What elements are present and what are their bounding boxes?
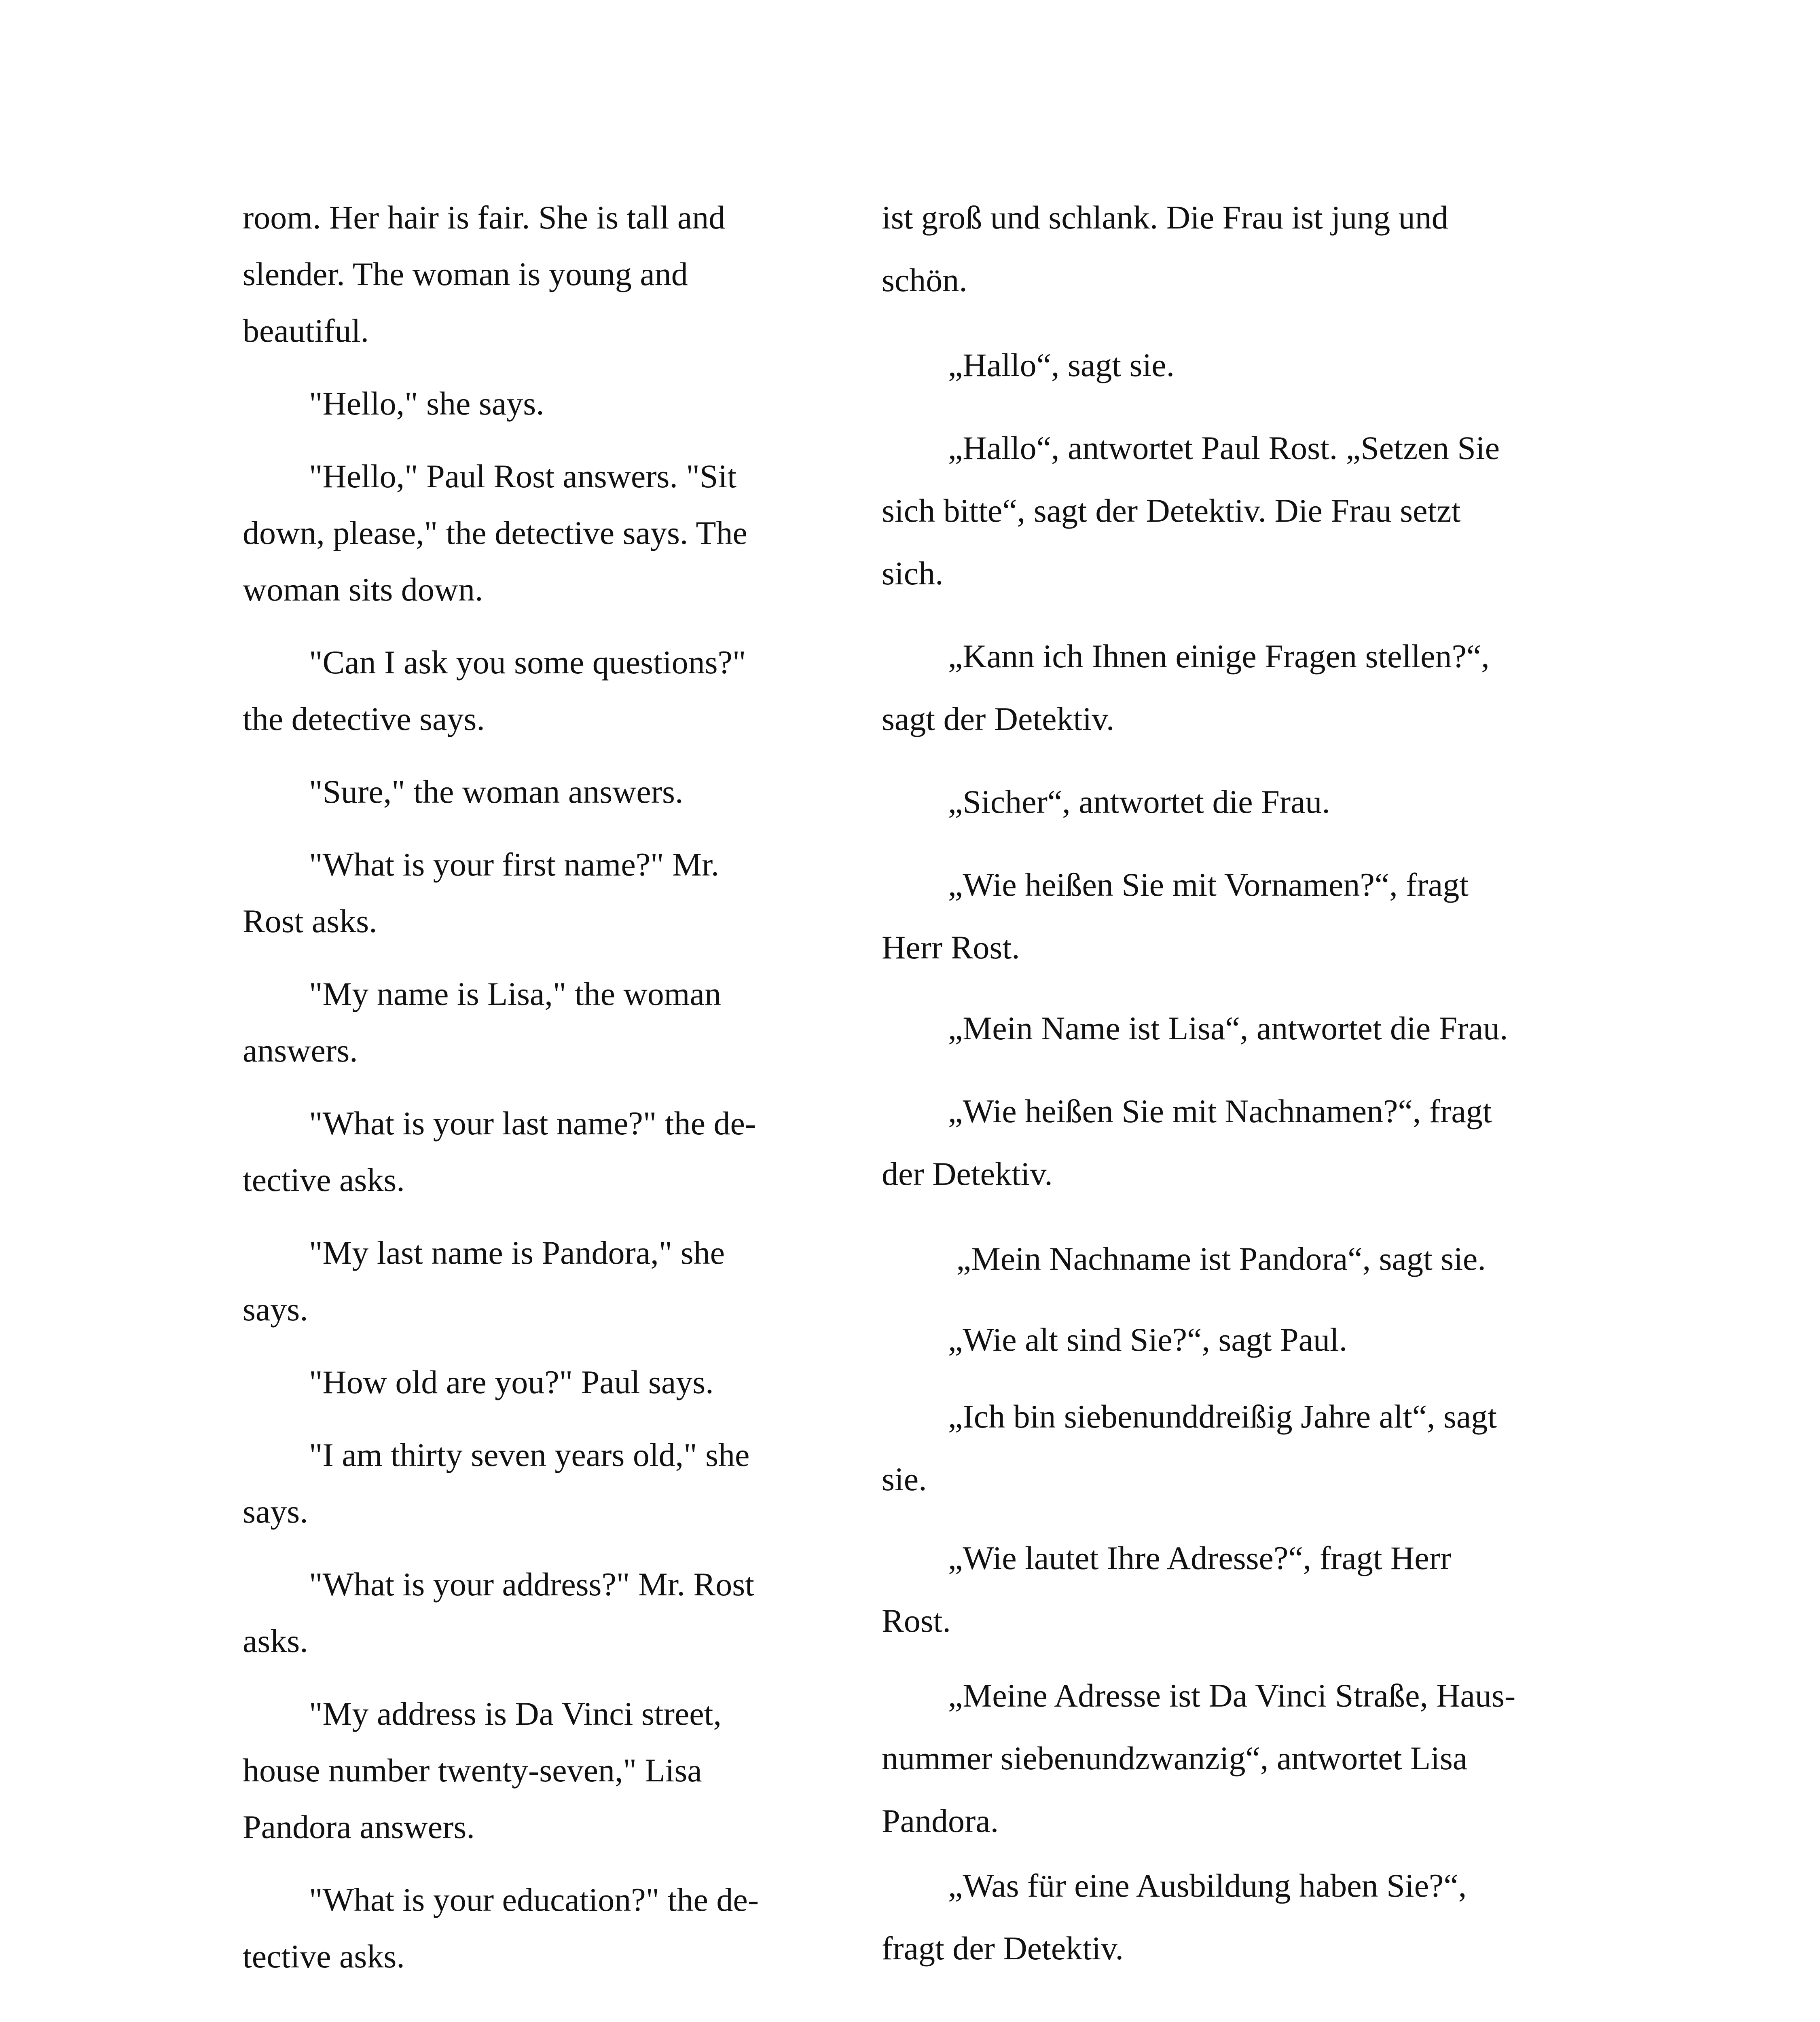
- german-paragraph: „Sicher“, antwortet die Frau.: [882, 783, 1330, 820]
- german-paragraph: ist groß und schlank. Die Frau ist jung und schön.: [882, 199, 1448, 298]
- english-paragraph: "My last name is Pandora," she says.: [243, 1234, 725, 1328]
- german-paragraph: „Kann ich Ihnen einige Fragen stellen?“, sagt der Detektiv.: [882, 638, 1490, 737]
- german-paragraph: „Wie heißen Sie mit Vornamen?“, fragt Herr Rost.: [882, 866, 1469, 966]
- english-paragraph: "I am thirty seven years old," she says.: [243, 1436, 750, 1530]
- german-paragraph: „Wie alt sind Sie?“, sagt Paul.: [882, 1321, 1348, 1358]
- english-paragraph: room. Her hair is fair. She is tall and slender. The woman is young and beautiful.: [243, 199, 726, 349]
- english-paragraph: "My name is Lisa," the woman answers.: [243, 975, 721, 1069]
- german-paragraph: „Mein Name ist Lisa“, antwortet die Frau.: [882, 1010, 1508, 1047]
- german-paragraph: „Mein Nachname ist Pandora“, sagt sie.: [882, 1240, 1486, 1277]
- english-paragraph: "My address is Da Vinci street, house number twenty-seven," Lisa Pandora answers.: [243, 1695, 722, 1845]
- english-paragraph: "What is your address?" Mr. Rost asks.: [243, 1566, 754, 1659]
- german-paragraph: „Ich bin siebenunddreißig Jahre alt“, sagt sie.: [882, 1398, 1497, 1497]
- english-paragraph: "What is your last name?" the de- tective asks.: [243, 1105, 756, 1198]
- german-paragraph: „Hallo“, antwortet Paul Rost. „Setzen Sie sich bitte“, sagt der Detektiv. Die Frau setzt sich.: [882, 429, 1500, 592]
- english-paragraph: "Can I ask you some questions?" the detective says.: [243, 644, 746, 737]
- german-paragraph: „Wie lautet Ihre Adresse?“, fragt Herr Rost.: [882, 1540, 1452, 1639]
- english-paragraph: "What is your first name?" Mr. Rost asks.: [243, 846, 720, 939]
- english-paragraph: "Hello," she says.: [243, 385, 544, 422]
- german-paragraph: „Hallo“, sagt sie.: [882, 347, 1175, 383]
- german-paragraph: „Wie heißen Sie mit Nachnamen?“, fragt der Detektiv.: [882, 1093, 1492, 1192]
- german-paragraph: „Was für eine Ausbildung haben Sie?“, fragt der Detektiv.: [882, 1867, 1467, 1967]
- german-paragraph: „Meine Adresse ist Da Vinci Straße, Haus- nummer siebenundzwanzig“, antwortet Lisa Pandora.: [882, 1677, 1516, 1839]
- english-paragraph: "Hello," Paul Rost answers. "Sit down, please," the detective says. The woman sits down.: [243, 458, 747, 608]
- english-paragraph: "How old are you?" Paul says.: [243, 1364, 714, 1400]
- english-paragraph: "Sure," the woman answers.: [243, 773, 684, 810]
- english-paragraph: "What is your education?" the de- tective asks.: [243, 1881, 759, 1975]
